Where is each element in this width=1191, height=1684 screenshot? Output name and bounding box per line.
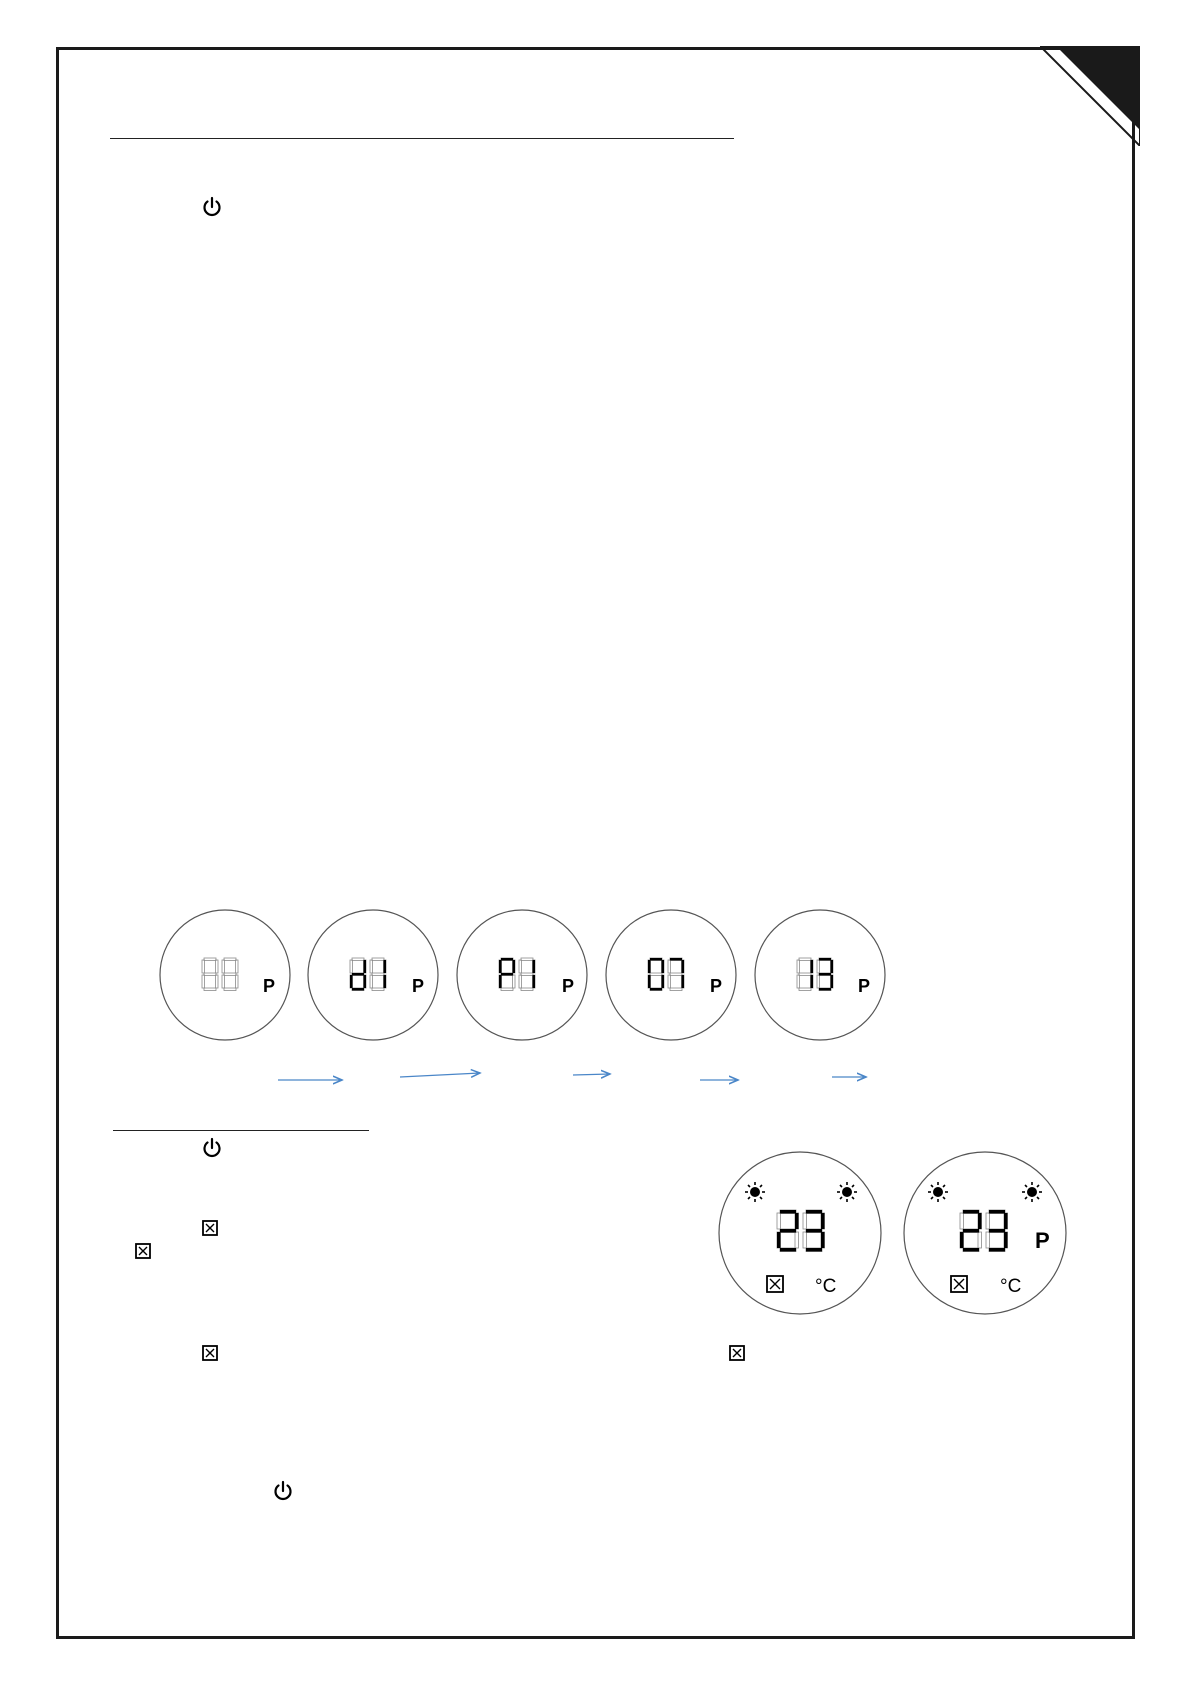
sun-icon — [928, 1182, 948, 1202]
sequence-arrow — [573, 1074, 610, 1075]
lcd-display-5 — [755, 910, 885, 1040]
status-lcd-2 — [904, 1152, 1066, 1314]
power-icon — [201, 196, 223, 218]
timer-icon — [135, 1243, 151, 1259]
sun-icon — [837, 1182, 857, 1202]
lcd-display-2 — [308, 910, 438, 1040]
corner-tab — [1040, 46, 1140, 146]
program-p-label: P — [858, 976, 871, 996]
lcd-display-3 — [457, 910, 587, 1040]
status-display-diagram — [715, 1148, 1075, 1318]
page-border — [56, 47, 1135, 1639]
power-icon — [201, 1137, 223, 1159]
program-sequence-diagram — [150, 900, 890, 1100]
lcd-display-4 — [606, 910, 736, 1040]
program-p-label: P — [1035, 1228, 1050, 1253]
temperature-unit: °C — [815, 1276, 837, 1297]
program-p-label: P — [412, 976, 425, 996]
status-lcd-1 — [719, 1152, 881, 1314]
timer-icon — [202, 1345, 218, 1361]
section-rule — [113, 1130, 369, 1131]
header-rule — [110, 138, 734, 139]
sun-icon — [745, 1182, 765, 1202]
temperature-unit: °C — [1000, 1276, 1022, 1297]
program-p-label: P — [710, 976, 723, 996]
power-icon — [272, 1480, 294, 1502]
sequence-arrow — [400, 1073, 480, 1077]
program-p-label: P — [263, 976, 276, 996]
timer-icon — [729, 1345, 745, 1361]
timer-icon — [202, 1220, 218, 1236]
sun-icon — [1022, 1182, 1042, 1202]
lcd-display-1 — [160, 910, 290, 1040]
program-p-label: P — [562, 976, 575, 996]
